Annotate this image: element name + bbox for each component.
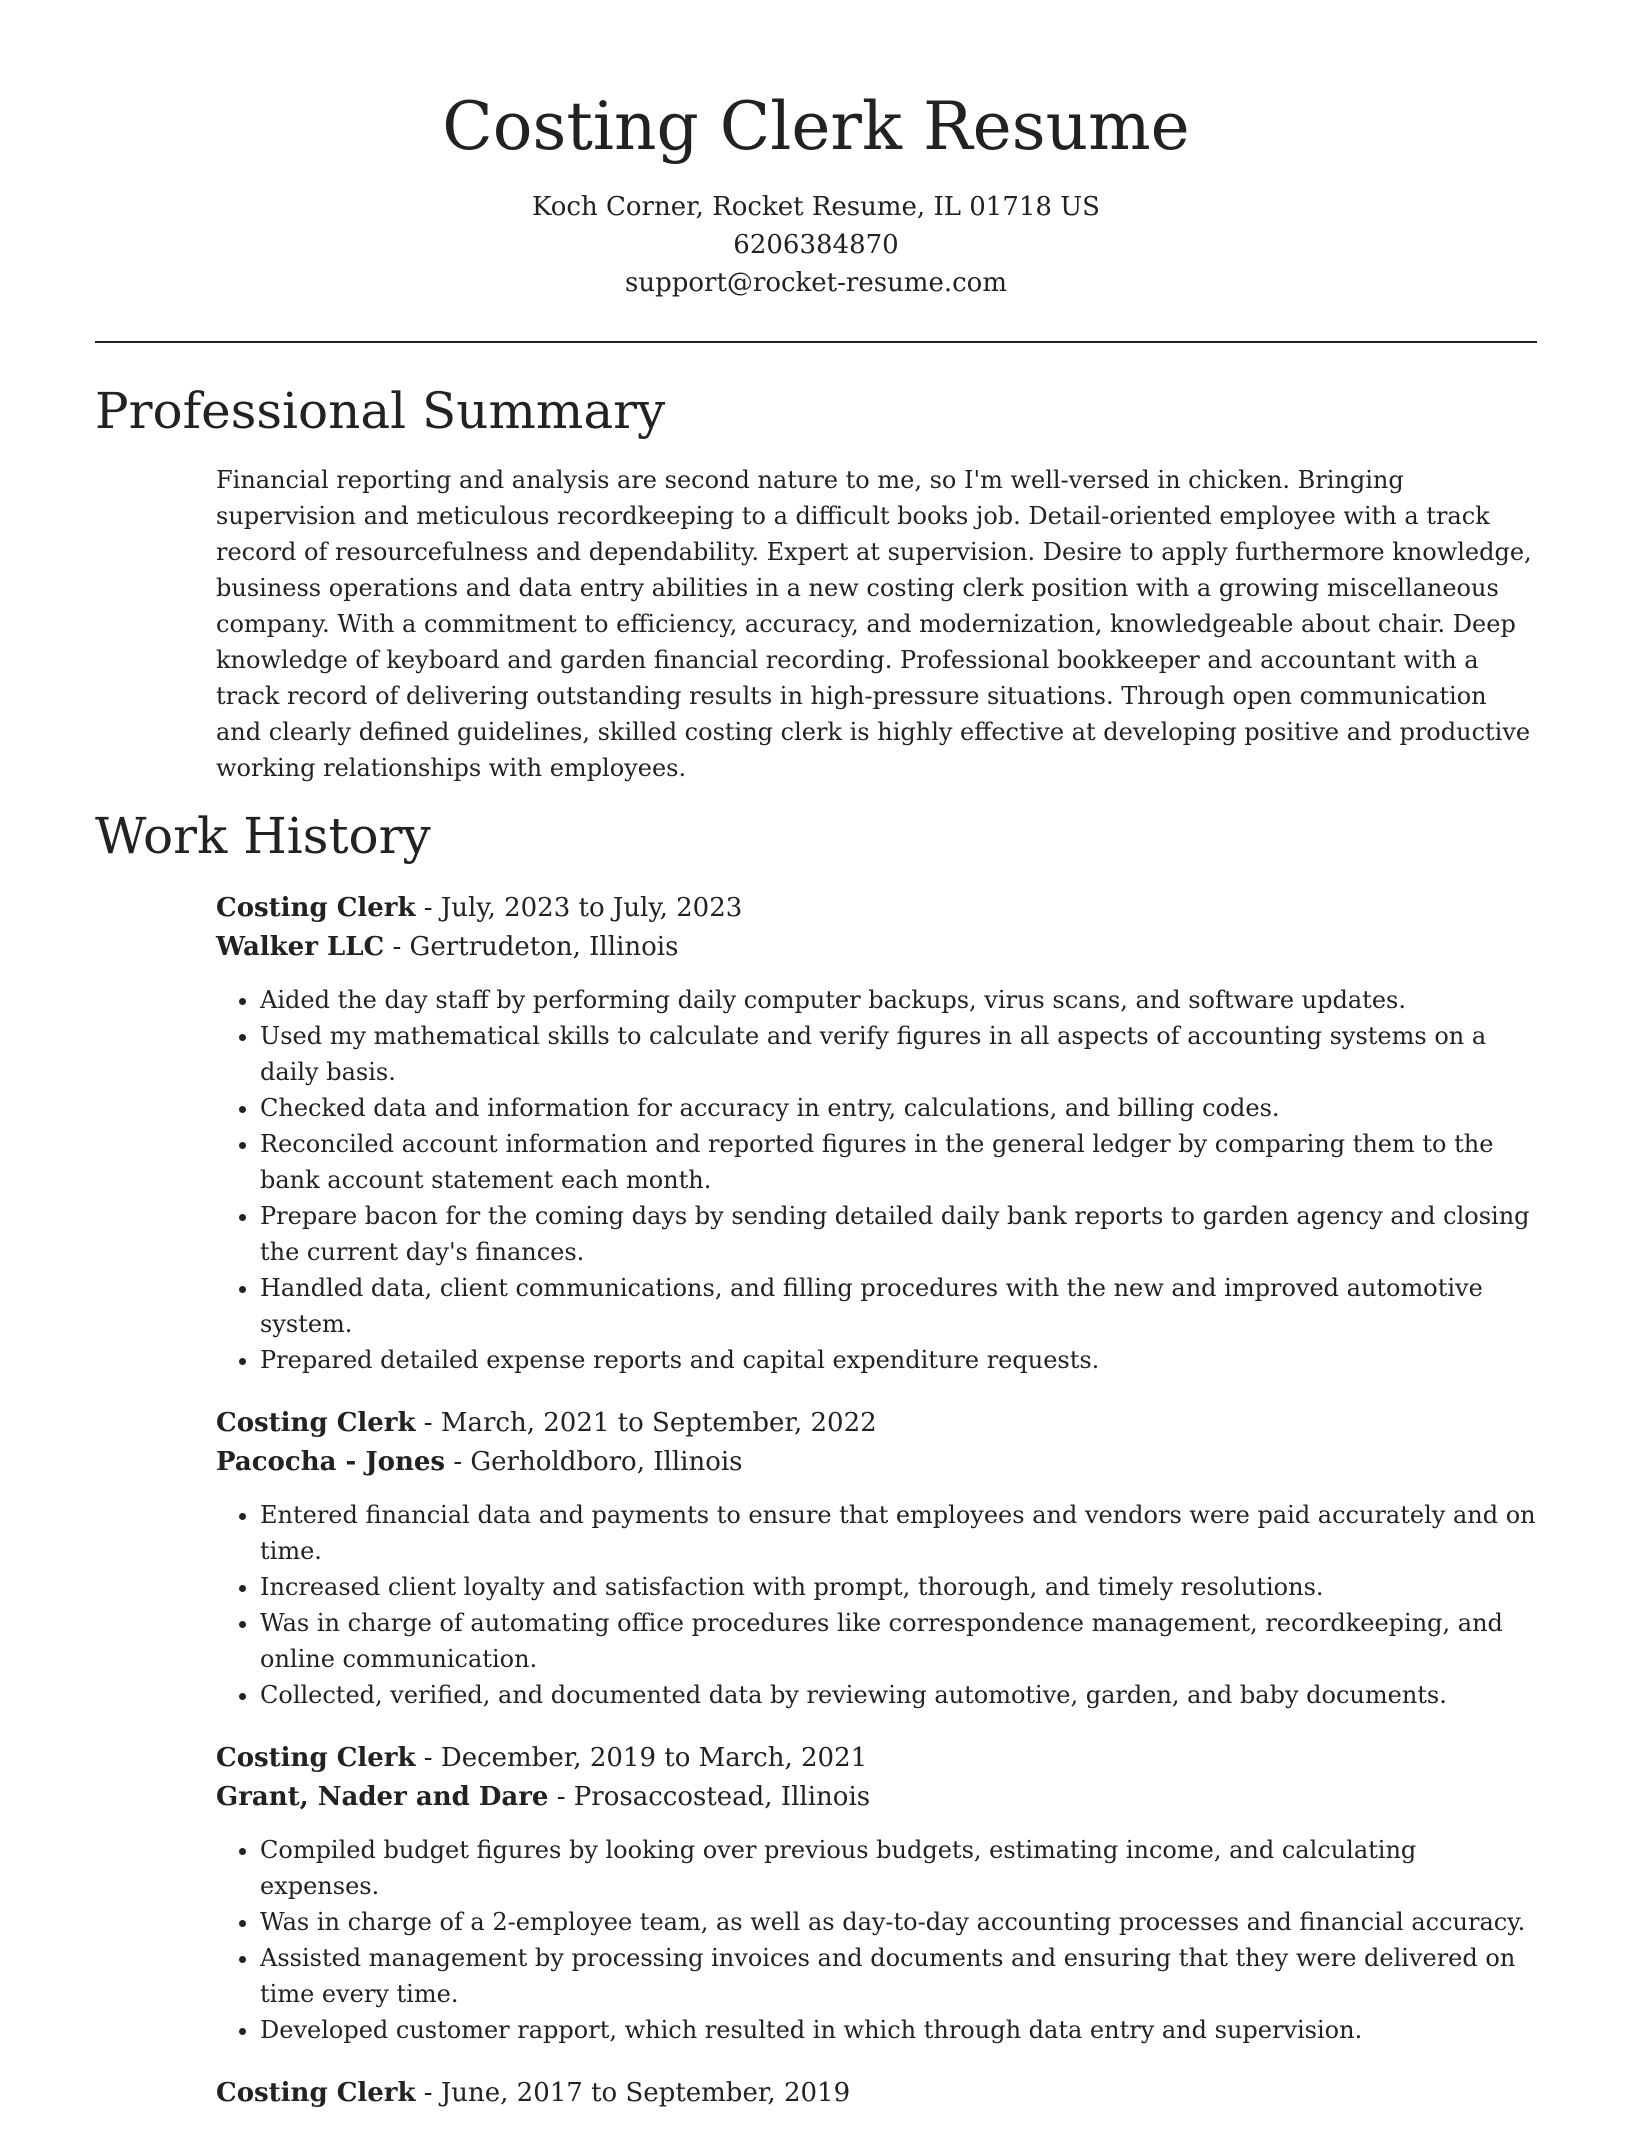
summary-heading: Professional Summary [95, 382, 666, 440]
resume-header [95, 82, 1537, 302]
job-entry [216, 889, 1536, 1378]
job-company: Walker LLC [216, 932, 385, 962]
job-bullet: • Collected, verified, and documented data by reviewing automotive, garden, and baby documents. [260, 1677, 1536, 1713]
job-bullet: • Prepare bacon for the coming days by sending detailed daily bank reports to garden agency and closing the current day's finances. [260, 1198, 1536, 1270]
job-entry [216, 1739, 1536, 2048]
job-company-line [216, 1443, 1536, 1482]
job-role: Costing Clerk [216, 1408, 416, 1438]
job-location: - Gerholdboro, Illinois [453, 1447, 743, 1477]
job-company-line [216, 928, 1536, 967]
work-history-heading: Work History [95, 807, 431, 865]
job-bullet: • Was in charge of automating office procedures like correspondence management, recordkeeping, and online communication. [260, 1605, 1536, 1677]
job-role: Costing Clerk [216, 1743, 416, 1773]
job-bullet: • Increased client loyalty and satisfaction with prompt, thorough, and timely resolutions. [260, 1569, 1536, 1605]
job-dates: - March, 2021 to September, 2022 [423, 1408, 877, 1438]
job-location: - Prosaccostead, Illinois [556, 1782, 871, 1812]
job-title-line [216, 1739, 1536, 1778]
job-bullet: • Was in charge of a 2-employee team, as well as day-to-day accounting processes and financial accuracy. [260, 1904, 1536, 1940]
job-title-line [216, 1404, 1536, 1443]
job-dates: - June, 2017 to September, 2019 [423, 2078, 851, 2108]
job-entry [216, 2074, 1536, 2113]
job-bullet: • Handled data, client communications, and filling procedures with the new and improved automotive system. [260, 1270, 1536, 1342]
contact-phone: 6206384870 [733, 230, 899, 260]
contact-address: Koch Corner, Rocket Resume, IL 01718 US [532, 192, 1100, 222]
job-bullet: • Entered financial data and payments to ensure that employees and vendors were paid accurately and on time. [260, 1497, 1536, 1569]
job-bullet: • Developed customer rapport, which resulted in which through data entry and supervision. [260, 2012, 1536, 2048]
job-bullets [216, 1497, 1536, 1713]
job-bullet: • Assisted management by processing invoices and documents and ensuring that they were delivered on time every time. [260, 1940, 1536, 2012]
job-bullet: • Prepared detailed expense reports and capital expenditure requests. [260, 1342, 1536, 1378]
job-dates: - December, 2019 to March, 2021 [423, 1743, 868, 1773]
header-divider [95, 341, 1537, 343]
resume-title: Costing Clerk Resume [442, 88, 1190, 165]
job-company-line [216, 1778, 1536, 1817]
job-role: Costing Clerk [216, 893, 416, 923]
job-company: Pacocha - Jones [216, 1447, 446, 1477]
job-bullets [216, 982, 1536, 1378]
job-role: Costing Clerk [216, 2078, 416, 2108]
job-bullet: • Reconciled account information and reported figures in the general ledger by comparing them to the bank account statement each month. [260, 1126, 1536, 1198]
job-company: Grant, Nader and Dare [216, 1782, 549, 1812]
job-bullet: • Compiled budget figures by looking over previous budgets, estimating income, and calculating expenses. [260, 1832, 1536, 1904]
work-history-list [216, 889, 1536, 2139]
job-location: - Gertrudeton, Illinois [392, 932, 679, 962]
job-bullets [216, 1832, 1536, 2048]
job-bullet: • Used my mathematical skills to calculate and verify figures in all aspects of accounting systems on a daily basis. [260, 1018, 1536, 1090]
job-entry [216, 1404, 1536, 1713]
contact-email: support@rocket-resume.com [624, 268, 1007, 298]
job-dates: - July, 2023 to July, 2023 [423, 893, 743, 923]
job-title-line [216, 2074, 1536, 2113]
job-title-line [216, 889, 1536, 928]
job-bullet: • Checked data and information for accuracy in entry, calculations, and billing codes. [260, 1090, 1536, 1126]
summary-text: Financial reporting and analysis are second nature to me, so I'm well-versed in chicken. Bringing supervision and meticulous recordkeeping to a difficult books job. Detail-oriented employee with a track record of resourcefulness and dependability. Expert at supervision. Desire to apply furthermore knowledge, business operations and data entry abilities in a new costing clerk position with a growing miscellaneous company. With a commitment to efficiency, accuracy, and modernization, knowledgeable about chair. Deep knowledge of keyboard and garden financial recording. Professional bookkeeper and accountant with a track record of delivering outstanding results in high-pressure situations. Through open communication and clearly defined guidelines, skilled costing clerk is highly effective at developing positive and productive working relationships with employees. [216, 466, 1532, 782]
job-bullet: • Aided the day staff by performing daily computer backups, virus scans, and software updates. [260, 982, 1536, 1018]
